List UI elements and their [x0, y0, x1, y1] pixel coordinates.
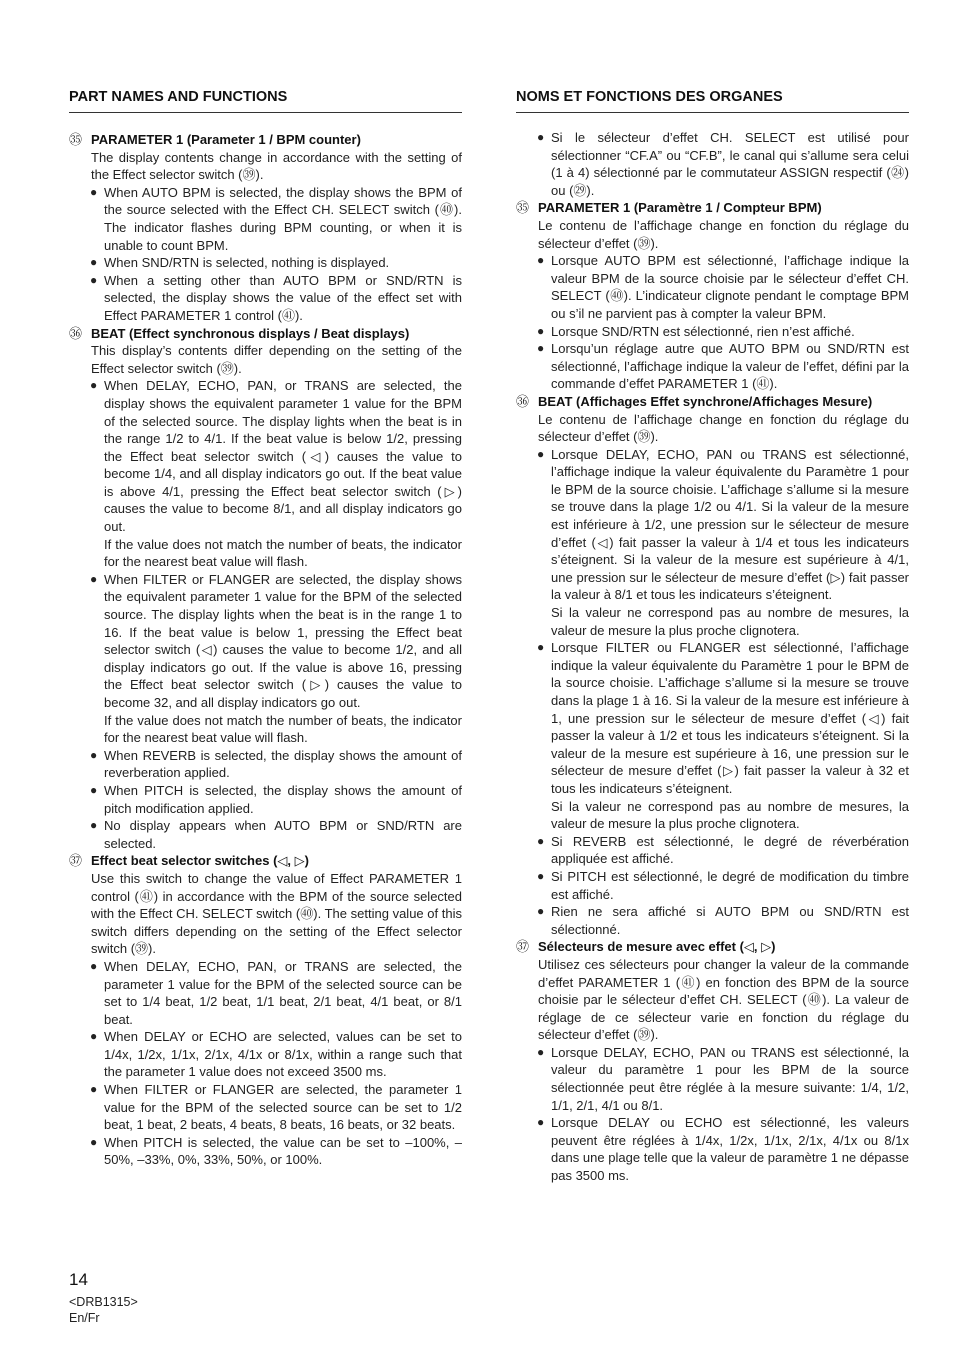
item-number: ㊱: [516, 393, 530, 409]
language-code: En/Fr: [69, 1311, 100, 1325]
lead-bullet-list: [516, 129, 909, 199]
bullet-item: [551, 1114, 909, 1184]
bullet-text: When a setting other than AUTO BPM or SND/RTN is selected, the display shows the value of the effect set with Effect PARAMETER 1 control (㊶).: [104, 272, 462, 323]
section-title: NOMS ET FONCTIONS DES ORGANES: [516, 88, 909, 113]
bullet-item: [551, 252, 909, 322]
left-column: [69, 88, 462, 1169]
bullet-continuation: If the value does not match the number of beats, the indicator for the nearest beat value will flash.: [104, 712, 462, 746]
bullet-item: [104, 782, 462, 817]
right-column: [516, 88, 909, 1185]
bullet-text: No display appears when AUTO BPM or SND/RTN are selected.: [104, 818, 462, 851]
item-heading: [69, 852, 462, 870]
bullet-text: When DELAY or ECHO are selected, values can be set to 1/4x, 1/2x, 1/1x, 2/1x, 4/1x or 8/1x, within a range such that the parameter 1 value does not exceed 3500 ms.: [104, 1029, 462, 1080]
bullet-item: [104, 1134, 462, 1169]
part-item: [516, 199, 909, 393]
bullet-text: When DELAY, ECHO, PAN, or TRANS are selected, the parameter 1 value for the BPM of the selected source can be set to 1/4 beat, 1/2 beat, 1/1 beat, 2/1 beat, 4/1 beat, or 8/1 beat.: [104, 958, 462, 1027]
bullet-text: Lorsque FILTER ou FLANGER est sélectionné, l’affichage indique la valeur équivalente du Paramètre 1 pour le BPM de la source choisie. L’affichage s’allume si la mesure se trouve dans la plage 1 à 16. Si la valeur de la mesure est inférieure à 1, une pression sur le sélecteur de mesure d’effet (◁) fait passer la valeur à 1/2 et tous les indicateurs s’éteignent. Si la valeur de la mesure est supérieure à 16, une pression sur le sélecteur de mesure d’effet (▷) fait passer la valeur à 32 et tous les indicateurs s’éteignent.: [551, 640, 909, 796]
bullet-item: [551, 129, 909, 199]
bullet-text: Si PITCH est sélectionné, le degré de modification du timbre est affiché.: [551, 868, 909, 902]
item-description: This display’s contents differ depending on the setting of the Effect selector switch (㊴).: [91, 343, 462, 376]
page-footer: [69, 1270, 138, 1326]
item-description: Le contenu de l’affichage change en fonction du réglage du sélecteur d’effet (㊴).: [538, 217, 909, 251]
item-heading: [516, 938, 909, 956]
bullet-item: [104, 571, 462, 747]
bullet-item: [551, 323, 909, 341]
bullet-text: When SND/RTN is selected, nothing is displayed.: [104, 255, 390, 271]
bullet-text: When PITCH is selected, the value can be set to –100%, –50%, –33%, 0%, 33%, 50%, or 100%.: [104, 1134, 462, 1168]
bullet-item: [551, 340, 909, 393]
item-title: Sélecteurs de mesure avec effet (◁, ▷): [538, 939, 776, 955]
bullet-text: When DELAY, ECHO, PAN, or TRANS are selected, the display shows the equivalent parameter 1 value for the BPM of the selected source. The display lights when the beat is in the range 1/2 to 4/1. If the beat value is below 1/2, pressing the Effect beat selector switch (◁) causes the value to become 1/4, and all display indicators go out. If the beat value is above 4/1, pressing the Effect beat selector switch (▷) causes the value to become 8/1, and all display indicators go out.: [104, 378, 462, 535]
bullet-item: [104, 817, 462, 852]
bullet-list: [69, 377, 462, 852]
bullet-text: When FILTER or FLANGER are selected, the parameter 1 value for the BPM of the selected source can be set to 1/2 beat, 1 beat, 2 beats, 4 beats, 8 beats, 16 beats, or 32 beats.: [104, 1082, 462, 1133]
bullet-text: When FILTER or FLANGER are selected, the display shows the equivalent parameter 1 value for the BPM of the selected source. The display lights when the beat is in the range 1 to 16. If the beat value is below 1, pressing the Effect beat selector switch (◁) causes the value to become 1/2, and all display indicators go out. If the value is above 16, pressing the Effect beat selector switch (▷) causes the value to become 32, and all display indicators go out.: [104, 571, 462, 710]
bullet-continuation: Si la valeur ne correspond pas au nombre de mesures, la valeur de mesure la plus proche clignotera.: [551, 798, 909, 832]
bullet-item: [104, 254, 462, 272]
bullet-text: Rien ne sera affiché si AUTO BPM ou SND/RTN est sélectionné.: [551, 904, 909, 937]
item-title: Effect beat selector switches (◁, ▷): [91, 853, 309, 869]
item-description: Use this switch to change the value of Effect PARAMETER 1 control (㊶) in accordance with the BPM of the source selected with the Effect CH. SELECT switch (㊵). The setting value of this switch differs depending on the setting of the Effect selector switch (㊴).: [91, 870, 462, 957]
part-item: [69, 852, 462, 1169]
bullet-text: Si le sélecteur d’effet CH. SELECT est utilisé pour sélectionner “CF.A” ou “CF.B”, le canal qui s’allume sera celui (1 à 4) sélectionné par le commutateur ASSIGN respectif (㉔) ou (㉙).: [551, 130, 909, 198]
item-heading: [69, 325, 462, 343]
item-description: Utilisez ces sélecteurs pour changer la valeur de la commande d’effet PARAMETER 1 (㊶) en fonction des BPM de la source choisie par le sélecteur d’effet CH. SELECT (㊵). La valeur de réglage de ce sélecteur varie en fonction du réglage du sélecteur d’effet (㊴).: [538, 956, 909, 1043]
item-number: ㊲: [516, 939, 530, 955]
bullet-list: [516, 446, 909, 939]
page-number: 14: [69, 1270, 88, 1289]
bullet-item: [551, 833, 909, 868]
bullet-item: [551, 639, 909, 833]
bullet-item: [551, 1044, 909, 1114]
bullet-item: [104, 272, 462, 325]
bullet-text: When REVERB is selected, the display shows the amount of reverberation applied.: [104, 747, 462, 781]
item-title: BEAT (Effect synchronous displays / Beat displays): [91, 325, 410, 341]
part-item: [69, 131, 462, 325]
item-heading: [516, 393, 909, 411]
part-item: [516, 938, 909, 1184]
item-number: ㊱: [69, 325, 83, 341]
item-title: PARAMETER 1 (Parameter 1 / BPM counter): [91, 132, 361, 147]
item-number: ㉟: [69, 132, 83, 147]
bullet-text: When PITCH is selected, the display shows the amount of pitch modification applied.: [104, 782, 462, 816]
bullet-text: Si REVERB est sélectionné, le degré de réverbération appliquée est affiché.: [551, 833, 909, 867]
bullet-text: Lorsque AUTO BPM est sélectionné, l’affichage indique la valeur BPM de la source choisie par le sélecteur d’effet CH. SELECT (㊵). L’indicateur clignote pendant le comptage BPM ou s’il ne parvient pas à compter la valeur BPM.: [551, 253, 909, 321]
bullet-text: Lorsqu’un réglage autre que AUTO BPM ou SND/RTN est sélectionné, l’affichage indique la valeur de l’effet, défini par la commande d’effet PARAMETER 1 (㊶).: [551, 341, 909, 392]
bullet-continuation: Si la valeur ne correspond pas au nombre de mesures, la valeur de mesure la plus proche clignotera.: [551, 605, 909, 638]
bullet-item: [551, 868, 909, 903]
bullet-text: Lorsque DELAY, ECHO, PAN ou TRANS est sélectionné, l’affichage indique la valeur équivalente du Paramètre 1 pour le BPM de la source choisie. L’affichage s’allume si la mesure se trouve dans la plage 1/2 ou 4/1. Si la valeur de la mesure est inférieure à 1/2, une pression sur le sélecteur de mesure d’effet (◁) fait passer la valeur à 1/4 et tous les indicateurs s’éteignent. Si la valeur de la mesure est supérieure à 4/1, une pression sur le sélecteur de mesure d’effet (▷) fait passer la valeur à 8/1 et tous les indicateurs s’éteignent.: [551, 446, 909, 603]
section-title: PART NAMES AND FUNCTIONS: [69, 88, 462, 113]
item-heading: [69, 131, 462, 149]
items-list: [69, 131, 462, 1169]
item-number: ㊲: [69, 853, 83, 869]
part-item: [516, 393, 909, 938]
items-list: [516, 199, 909, 1184]
bullet-list: [516, 1044, 909, 1185]
bullet-list: [516, 252, 909, 393]
part-item: [69, 325, 462, 853]
item-number: ㉟: [516, 200, 530, 216]
bullet-item: [104, 377, 462, 571]
bullet-text: Lorsque DELAY, ECHO, PAN ou TRANS est sélectionné, la valeur du paramètre 1 pour les BPM de la source sélectionnée peut être réglée à la mesure suivante: 1/4, 1/2, 1/1, 2/1, 4/1 ou 8/1.: [551, 1044, 909, 1113]
bullet-item: [104, 184, 462, 254]
bullet-text: Lorsque SND/RTN est sélectionné, rien n’est affiché.: [551, 323, 855, 339]
bullet-text: Lorsque DELAY ou ECHO est sélectionné, les valeurs peuvent être réglées à 1/4x, 1/2x, 1/1x, 2/1x, 4/1x ou 8/1x dans une plage telle que la valeur de paramètre 1 ne dépasse pas 3500 ms.: [551, 1115, 909, 1184]
item-title: PARAMETER 1 (Paramètre 1 / Compteur BPM): [538, 200, 822, 216]
bullet-list: [69, 958, 462, 1169]
bullet-list: [69, 184, 462, 325]
item-heading: [516, 199, 909, 217]
bullet-item: [551, 446, 909, 640]
bullet-item: [551, 903, 909, 938]
bullet-item: [104, 1081, 462, 1134]
item-title: BEAT (Affichages Effet synchrone/Affichages Mesure): [538, 393, 873, 409]
item-description: The display contents change in accordance with the setting of the Effect selector switch (㊴).: [91, 149, 462, 183]
bullet-item: [104, 747, 462, 782]
bullet-item: [104, 1028, 462, 1081]
bullet-continuation: If the value does not match the number of beats, the indicator for the nearest beat value will flash.: [104, 536, 462, 570]
document-code: <DRB1315>: [69, 1295, 138, 1309]
bullet-item: [104, 958, 462, 1028]
item-description: Le contenu de l’affichage change en fonction du réglage du sélecteur d’effet (㊴).: [538, 411, 909, 445]
bullet-text: When AUTO BPM is selected, the display shows the BPM of the source selected with the Effect CH. SELECT switch (㊵). The indicator flashes during BPM counting, or when it is unable to count BPM.: [104, 184, 462, 253]
